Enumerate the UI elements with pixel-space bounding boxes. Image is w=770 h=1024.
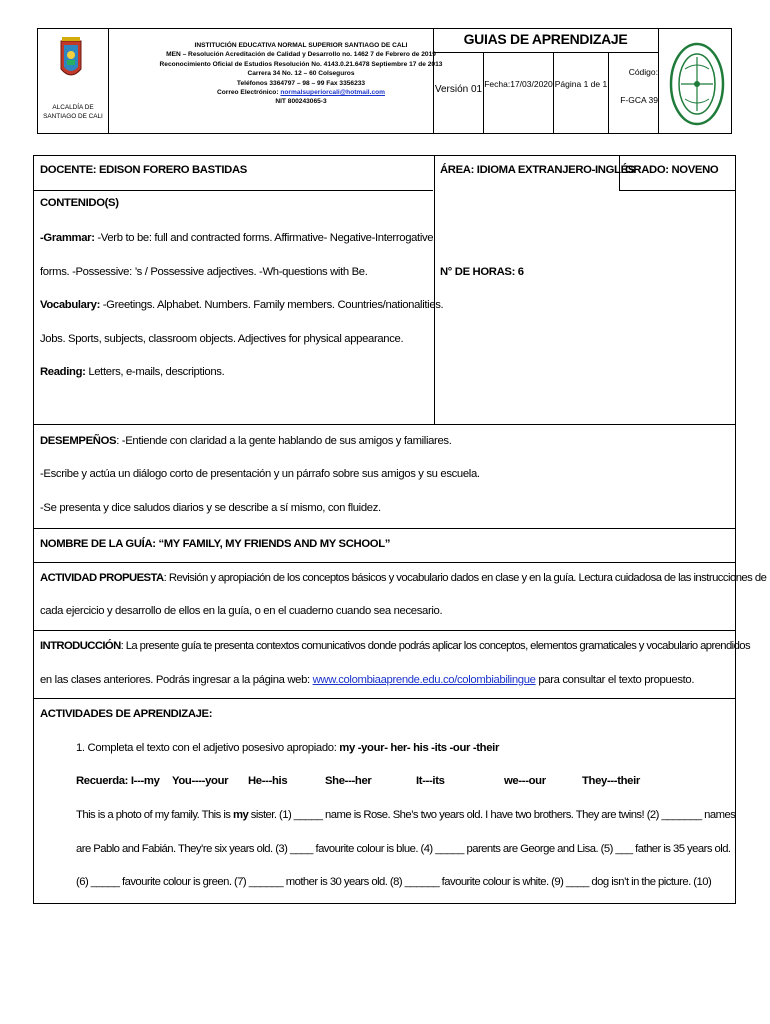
recognition-resolution: Reconocimiento Oficial de Estudios Resolución No. 4143.0.21.6478 Septiembre 17 de 2013 bbox=[159, 60, 443, 68]
introduction-line-1 bbox=[40, 640, 750, 652]
school-seal-logo bbox=[669, 41, 725, 127]
version: Versión 01 bbox=[434, 84, 483, 95]
introduction-label: INTRODUCCIÓN bbox=[40, 640, 121, 652]
vocabulary-label: Vocabulary: bbox=[40, 299, 100, 311]
subject-area: ÁREA: IDIOMA EXTRANJERO-INGLÉS bbox=[440, 164, 635, 176]
email-label: Correo Electrónico: bbox=[216, 89, 279, 97]
introduction-text: : La presente guía te presenta contextos comunicativos donde podrás aplicar los conceptos, elementos gramaticales y vocabulario aprendidos bbox=[120, 640, 750, 652]
performance-label: DESEMPEÑOS bbox=[40, 435, 117, 447]
address: Carrera 34 No. 12 – 60 Colseguros bbox=[247, 70, 355, 78]
recuerda-item: She---her bbox=[325, 775, 372, 787]
caption-line: ALCALDÍA DE bbox=[52, 104, 94, 111]
colombiaaprende-link[interactable]: www.colombiaaprende.edu.co/colombiabilingue bbox=[312, 674, 536, 686]
teacher-name: DOCENTE: EDISON FORERO BASTIDAS bbox=[40, 164, 247, 176]
performance-line-3: -Se presenta y dice saludos diarios y se describe a sí mismo, con fluidez. bbox=[40, 502, 381, 514]
guide-content bbox=[33, 155, 767, 904]
introduction-text-post: para consultar el texto propuesto. bbox=[535, 674, 695, 686]
document-title: GUIAS DE APRENDIZAJE bbox=[463, 31, 628, 47]
exercise-1-text: 1. Completa el texto con el adjetivo posesivo apropiado: bbox=[76, 742, 340, 754]
proposed-activity-line-2: cada ejercicio y desarrollo de ellos en la guía, o en el cuaderno cuando sea necesario. bbox=[40, 605, 443, 617]
grammar-text: -Verb to be: full and contracted forms. Affirmative- Negative-Interrogative bbox=[94, 232, 434, 244]
recuerda-item: we---our bbox=[504, 775, 546, 787]
performance-text: : -Entiende con claridad a la gente hablando de sus amigos y familiares. bbox=[116, 435, 452, 447]
code-label: Código: bbox=[628, 67, 658, 77]
activities-title: ACTIVIDADES DE APRENDIZAJE: bbox=[40, 708, 213, 720]
code-value: F-GCA 39 bbox=[620, 95, 658, 105]
city-shield-logo bbox=[58, 37, 84, 92]
vocabulary-line-1 bbox=[40, 299, 443, 311]
email-link[interactable]: normalsuperiorcali@hotmail.com bbox=[280, 89, 386, 97]
proposed-activity-label: ACTIVIDAD PROPUESTA bbox=[40, 572, 164, 584]
paragraph-text: sister. (1) _____ name is Rose. She’s two years old. I have two brothers. They are twins! (2) _______ names bbox=[248, 809, 736, 821]
vocabulary-text: -Greetings. Alphabet. Numbers. Family members. Countries/nationalities. bbox=[99, 299, 444, 311]
institution-info bbox=[141, 41, 461, 107]
reading-text: Letters, e-mails, descriptions. bbox=[85, 366, 225, 378]
exercise-paragraph-line-3: (6) _____ favourite colour is green. (7) ______ mother is 30 years old. (8) ______ favourite colour is white. (9) ____ dog isn’t in the picture. (10) bbox=[76, 876, 712, 888]
recuerda-item: You----your bbox=[172, 775, 229, 787]
proposed-activity-line-1 bbox=[40, 572, 766, 584]
introduction-text-pre: en las clases anteriores. Podrás ingresar a la página web: bbox=[40, 674, 313, 686]
document-header bbox=[37, 28, 732, 134]
guide-name: NOMBRE DE LA GUÍA: “MY FAMILY, MY FRIENDS AND MY SCHOOL” bbox=[40, 538, 391, 550]
recuerda-item: It---its bbox=[416, 775, 445, 787]
recuerda-item: He---his bbox=[248, 775, 288, 787]
performance-line-1 bbox=[40, 435, 452, 447]
reading-line bbox=[40, 366, 224, 378]
exercise-1-options: my -your- her- his -its -our -their bbox=[339, 742, 500, 754]
exercise-paragraph-line-2: are Pablo and Fabián. They’re six years old. (3) ____ favourite colour is blue. (4) _____ parents are George and Lisa. (5) ___ father is 35 years old. bbox=[76, 843, 731, 855]
reading-label: Reading: bbox=[40, 366, 86, 378]
recuerda-item: Recuerda: I---my bbox=[76, 775, 160, 787]
recuerda-item: They---their bbox=[582, 775, 640, 787]
proposed-activity-text: : Revisión y apropiación de los conceptos básicos y vocabulario dados en clase y en la guía. Lectura cuidadosa de las instrucciones de bbox=[163, 572, 767, 584]
vocabulary-line-2: Jobs. Sports, subjects, classroom objects. Adjectives for physical appearance. bbox=[40, 333, 404, 345]
left-logo-caption bbox=[43, 103, 103, 121]
grammar-label: -Grammar: bbox=[40, 232, 95, 244]
email-line bbox=[141, 88, 461, 97]
caption-line: SANTIAGO DE CALI bbox=[43, 113, 103, 120]
men-resolution: MEN – Resolución Acreditación de Calidad y Desarrollo no. 1462 7 de Febrero de 2019 bbox=[166, 51, 436, 59]
date: Fecha:17/03/2020 bbox=[484, 79, 553, 89]
paragraph-text: This is a photo of my family. This is bbox=[76, 809, 233, 821]
grammar-line-2: forms. -Possessive: ’s / Possessive adjectives. -Wh-questions with Be. bbox=[40, 266, 368, 278]
performance-line-2: -Escribe y actúa un diálogo corto de presentación y un párrafo sobre sus amigos y su escuela. bbox=[40, 468, 480, 480]
content-title: CONTENIDO(S) bbox=[40, 197, 119, 209]
exercise-paragraph-line-1 bbox=[76, 809, 735, 821]
introduction-line-2 bbox=[40, 674, 694, 686]
phones: Teléfonos 3364797 – 98 – 99 Fax 3356233 bbox=[236, 79, 366, 87]
paragraph-bold: my bbox=[232, 809, 249, 821]
exercise-1-instruction bbox=[76, 742, 499, 754]
hours: N° DE HORAS: 6 bbox=[440, 266, 524, 278]
institution-name: INSTITUCIÓN EDUCATIVA NORMAL SUPERIOR SANTIAGO DE CALI bbox=[194, 42, 408, 49]
nit: NIT 800243065-3 bbox=[275, 98, 327, 106]
grammar-line-1 bbox=[40, 232, 433, 244]
page-count: Página 1 de 1 bbox=[554, 79, 608, 89]
grade: GRADO: NOVENO bbox=[625, 164, 719, 176]
